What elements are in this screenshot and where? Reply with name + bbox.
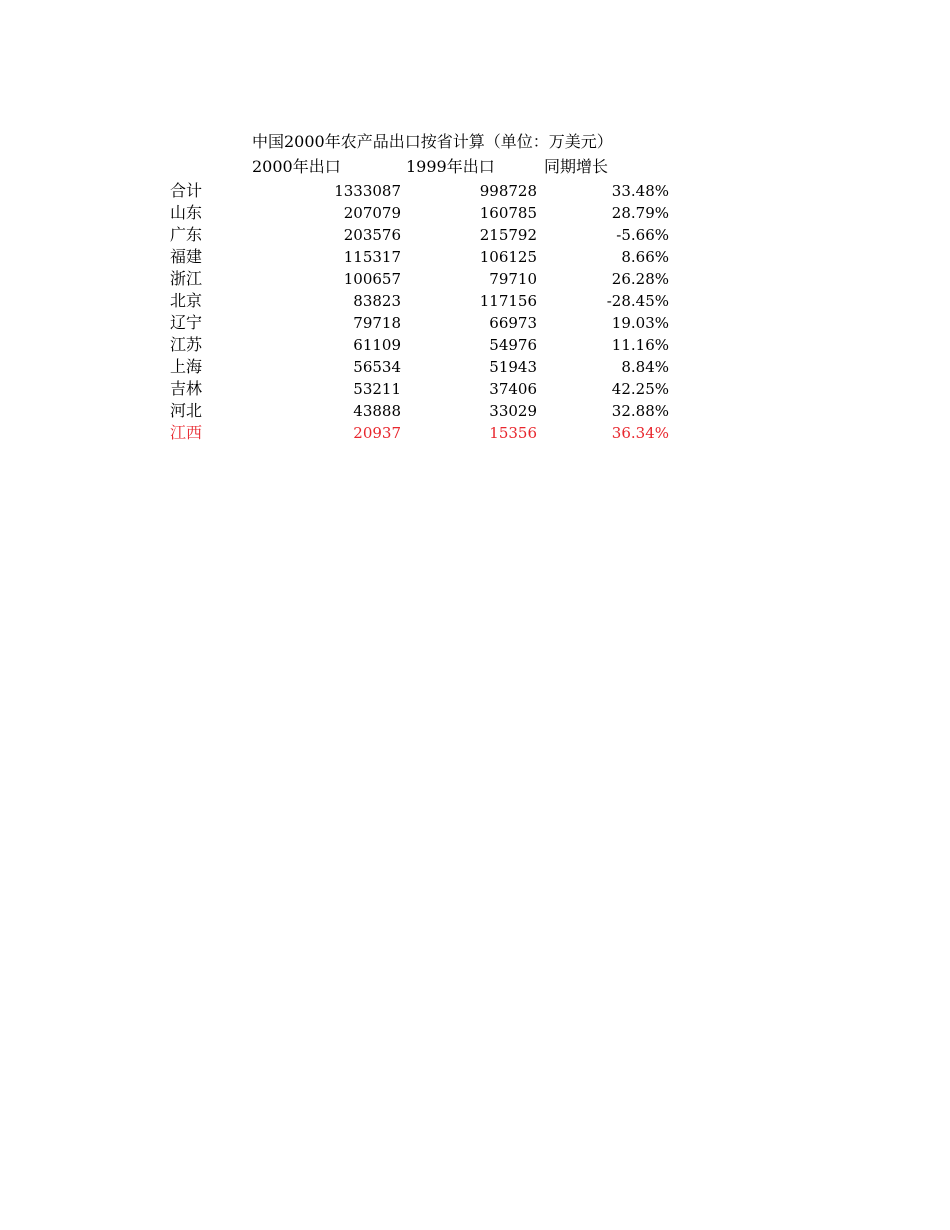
cell-2000-export: 43888 — [353, 402, 401, 420]
header-1999-export: 1999年出口 — [406, 157, 495, 176]
row-label: 江西 — [170, 423, 203, 442]
cell-1999-export: 37406 — [489, 380, 537, 398]
cell-1999-export: 215792 — [479, 226, 537, 244]
row-label: 北京 — [170, 291, 203, 310]
row-label: 广东 — [170, 225, 203, 244]
cell-2000-export: 56534 — [353, 358, 401, 376]
table-row — [0, 202, 950, 224]
cell-2000-export: 53211 — [353, 380, 401, 398]
cell-growth: -28.45% — [606, 292, 669, 310]
header-growth: 同期增长 — [544, 157, 609, 176]
cell-growth: 26.28% — [611, 270, 669, 288]
cell-1999-export: 998728 — [479, 182, 537, 200]
row-label: 辽宁 — [170, 313, 203, 332]
row-label: 江苏 — [170, 335, 203, 354]
cell-growth: 8.66% — [621, 248, 669, 266]
cell-2000-export: 115317 — [343, 248, 401, 266]
cell-2000-export: 207079 — [343, 204, 401, 222]
table-row — [0, 378, 950, 400]
cell-1999-export: 117156 — [479, 292, 537, 310]
cell-1999-export: 15356 — [489, 424, 537, 442]
cell-2000-export: 1333087 — [334, 182, 401, 200]
cell-growth: 11.16% — [611, 336, 669, 354]
cell-2000-export: 61109 — [353, 336, 401, 354]
header-2000-export: 2000年出口 — [252, 157, 341, 176]
cell-growth: 8.84% — [621, 358, 669, 376]
table-row — [0, 334, 950, 356]
row-label: 合计 — [170, 181, 203, 200]
table-row — [0, 268, 950, 290]
table-row — [0, 312, 950, 334]
cell-1999-export: 160785 — [479, 204, 537, 222]
table-title: 中国2000年农产品出口按省计算（单位：万美元） — [252, 132, 613, 151]
cell-2000-export: 100657 — [343, 270, 401, 288]
row-label: 山东 — [170, 203, 203, 222]
cell-growth: 33.48% — [611, 182, 669, 200]
cell-2000-export: 203576 — [343, 226, 401, 244]
cell-1999-export: 79710 — [489, 270, 537, 288]
row-label: 上海 — [170, 357, 203, 376]
table-row — [0, 224, 950, 246]
table-row-total — [0, 180, 950, 202]
column-header-row — [0, 156, 950, 178]
cell-2000-export: 83823 — [353, 292, 401, 310]
table-row — [0, 290, 950, 312]
cell-1999-export: 66973 — [489, 314, 537, 332]
table-row — [0, 356, 950, 378]
row-label: 吉林 — [170, 379, 203, 398]
cell-growth: 36.34% — [611, 424, 669, 442]
row-label: 河北 — [170, 401, 203, 420]
cell-growth: -5.66% — [616, 226, 669, 244]
row-label: 浙江 — [170, 269, 203, 288]
cell-growth: 28.79% — [611, 204, 669, 222]
cell-growth: 32.88% — [611, 402, 669, 420]
cell-1999-export: 54976 — [489, 336, 537, 354]
table-row-highlighted — [0, 422, 950, 444]
table-body — [0, 180, 950, 444]
table-row — [0, 246, 950, 268]
cell-1999-export: 33029 — [489, 402, 537, 420]
cell-2000-export: 79718 — [353, 314, 401, 332]
cell-growth: 19.03% — [611, 314, 669, 332]
cell-1999-export: 51943 — [489, 358, 537, 376]
table-row — [0, 400, 950, 422]
cell-1999-export: 106125 — [479, 248, 537, 266]
cell-2000-export: 20937 — [353, 424, 401, 442]
row-label: 福建 — [170, 247, 203, 266]
cell-growth: 42.25% — [611, 380, 669, 398]
